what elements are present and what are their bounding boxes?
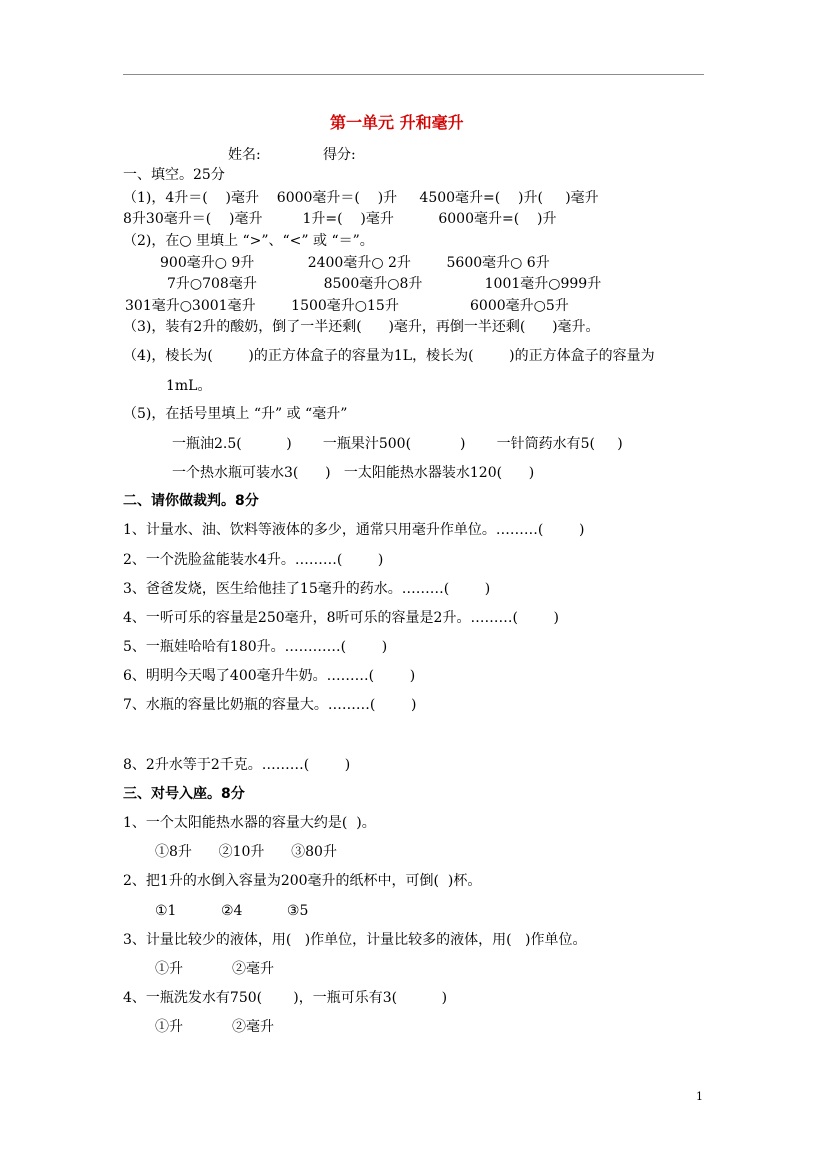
compare-line: 900毫升○ 9升 2400毫升○ 2升 5600毫升○ 6升 [160,255,550,271]
fill-line: （3)，装有2升的酸奶，倒了一半还剩( )毫升，再倒一半还剩( )毫升。 [123,319,600,335]
compare-line: 7升○708毫升 8500毫升○8升 1001毫升○999升 [167,276,602,292]
judge-item: 4、一听可乐的容量是250毫升，8听可乐的容量是2升。………( ) [123,610,559,626]
header-rule [123,74,704,75]
judge-item: 5、一瓶娃哈哈有180升。…………( ) [123,639,388,655]
choice-question: 4、一瓶洗发水有750( )，一瓶可乐有3( ) [123,990,448,1006]
judge-item: 7、水瓶的容量比奶瓶的容量大。………( ) [123,697,417,713]
choice-question: 2、把1升的水倒入容量为200毫升的纸杯中，可倒( )杯。 [123,873,482,889]
fill-line: （4)，棱长为( )的正方体盒子的容量为1L，棱长为( )的正方体盒子的容量为 [123,348,655,364]
unit-line: 一个热水瓶可装水3( ) 一太阳能热水器装水120( ) [172,465,535,481]
judge-item: 6、明明今天喝了400毫升牛奶。………( ) [123,668,416,684]
choice-options: ①1 ②4 ③5 [155,903,309,919]
section-2-heading: 二、请你做裁判。8分 [123,493,259,509]
compare-line: 301毫升○3001毫升 1500毫升○15升 6000毫升○5升 [125,298,569,314]
page-title: 第一单元 升和毫升 [330,113,464,132]
choice-options: ①升 ②毫升 [155,961,274,977]
fill-line: （5)，在括号里填上 “升” 或 “毫升” [123,406,348,422]
fill-line: 8升30毫升＝( )毫升 1升=( )毫升 6000毫升=( )升 [123,211,557,227]
section-3-heading: 三、对号入座。8分 [123,786,245,802]
judge-item: 2、一个洗脸盆能装水4升。………( ) [123,552,384,568]
choice-question: 3、计量比较少的液体，用( )作单位，计量比较多的液体，用( )作单位。 [123,932,587,948]
choice-options: ①8升 ②10升 ③80升 [155,844,337,860]
fill-line: （2)，在○ 里填上 “>”、“<” 或 “＝”。 [123,233,374,249]
choice-question: 1、一个太阳能热水器的容量大约是( )。 [123,815,376,831]
judge-item: 1、计量水、油、饮料等液体的多少，通常只用毫升作单位。………( ) [123,522,585,538]
judge-item: 8、2升水等于2千克。………( ) [123,757,351,773]
choice-options: ①升 ②毫升 [155,1019,274,1035]
section-1-heading: 一、填空。25分 [123,167,225,183]
page-number: 1 [696,1090,703,1103]
fill-line-cont: 1mL。 [166,378,212,394]
name-score-line: 姓名: 得分: [228,147,356,163]
unit-line: 一瓶油2.5( ) 一瓶果汁500( ) 一针筒药水有5( ) [172,436,623,452]
fill-line: （1)，4升＝( )毫升 6000毫升＝( )升 4500毫升=( )升( )毫升 [123,190,599,206]
judge-item: 3、爸爸发烧，医生给他挂了15毫升的药水。………( ) [123,581,491,597]
